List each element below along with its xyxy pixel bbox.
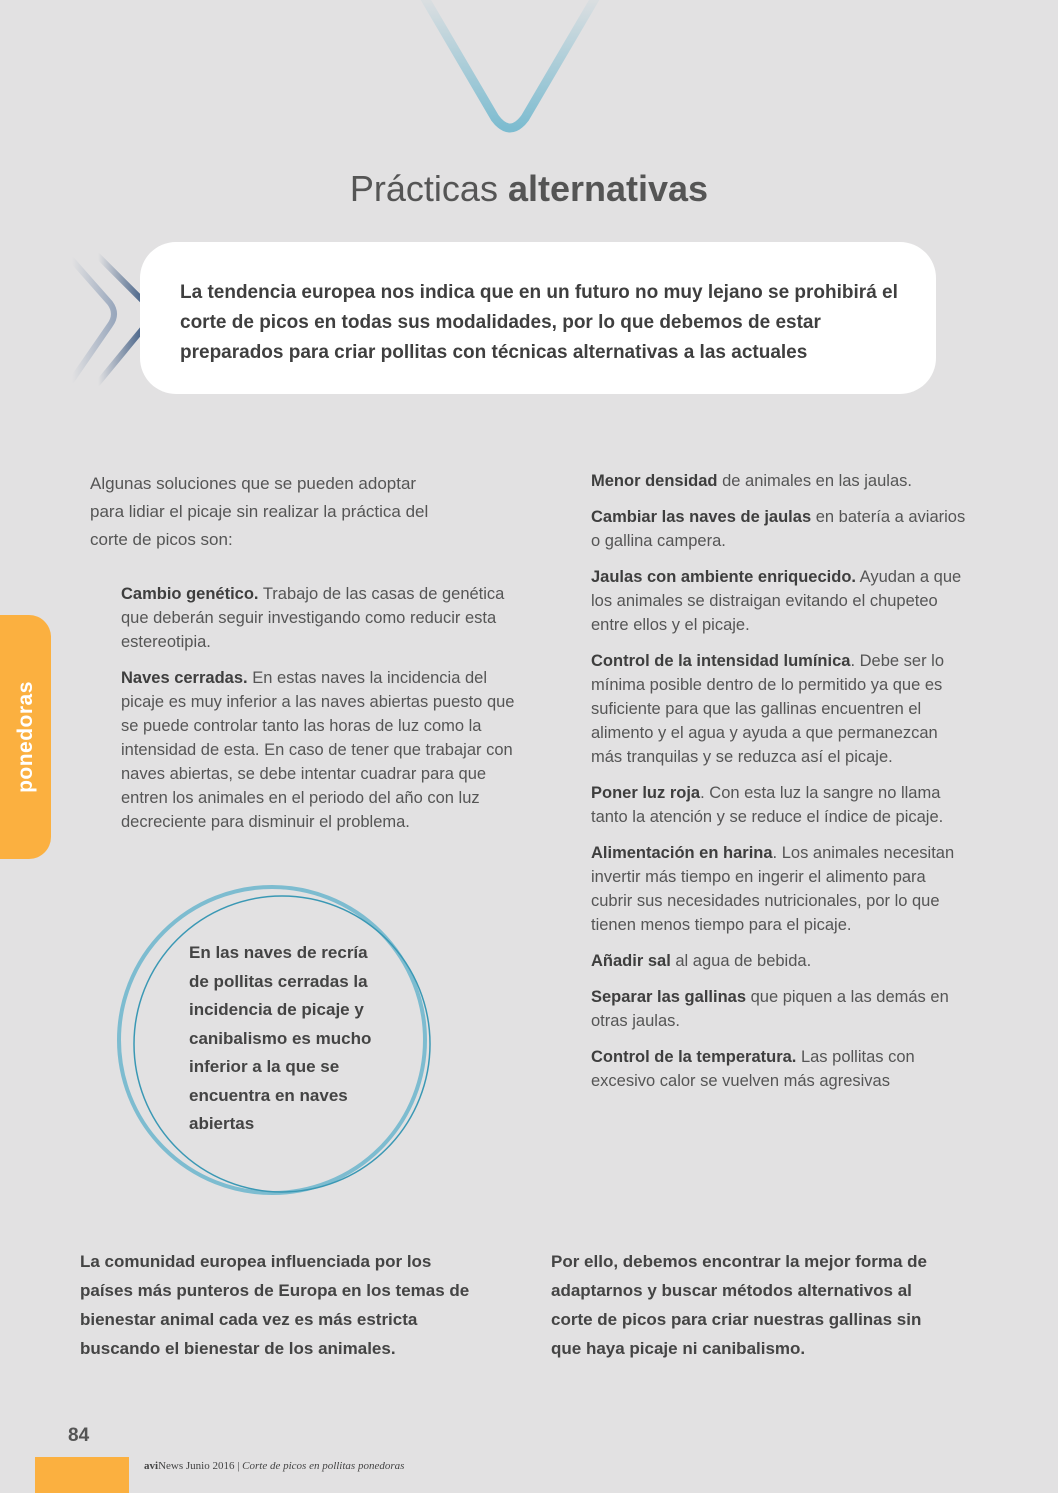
closing-paragraph-left: La comunidad europea influenciada por los países más punteros de Europa en los temas de bienestar animal cada vez es más estricta buscando el bienestar de los animales. <box>80 1252 470 1358</box>
left-solution-list <box>121 582 521 846</box>
footer-article-title: Corte de picos en pollitas ponedoras <box>242 1460 405 1472</box>
lead-text: La tendencia europea nos indica que en un futuro no muy lejano se prohibirá el corte de picos en todas sus modalidades, por lo que debemos de estar preparados para criar pollitas con técnicas alternativas a las actuales <box>180 282 898 363</box>
item-heading: Separar las gallinas <box>591 988 747 1006</box>
top-v-decoration <box>0 0 1058 140</box>
page-title <box>0 168 1058 210</box>
item-text: Ayudan a que los animales se distraigan evitando el chupeteo entre ellos y el picaje. <box>591 568 962 634</box>
title-bold: alternativas <box>507 168 709 209</box>
list-item <box>591 469 971 493</box>
item-text: Trabajo de las casas de genética que deberán seguir investigando como reducir esta estereotipia. <box>121 585 505 651</box>
item-text: que piquen a las demás en otras jaulas. <box>591 988 949 1030</box>
pull-quote: En las naves de recría de pollitas cerradas la incidencia de picaje y canibalismo es mucho inferior a la que se encuentra en naves abiertas <box>189 943 372 1133</box>
item-text: . Los animales necesitan invertir más tiempo en ingerir el alimento para cubrir sus necesidades nutricionales, por lo que tienen menos tiempo para el picaje. <box>591 844 955 934</box>
footer-brand-rest: News Junio 2016 | <box>158 1460 240 1472</box>
section-tab-text: ponedoras <box>13 681 37 793</box>
list-item <box>591 985 971 1033</box>
item-text: de animales en las jaulas. <box>717 472 912 490</box>
item-heading: Control de la intensidad lumínica <box>591 652 851 670</box>
title-regular: Prácticas <box>349 168 498 209</box>
intro-paragraph: Algunas soluciones que se pueden adoptar para lidiar el picaje sin realizar la práctica del corte de picos son: <box>90 474 429 549</box>
item-text: en batería a aviarios o gallina campera. <box>591 508 966 550</box>
list-item <box>591 565 971 637</box>
list-item <box>121 582 521 654</box>
closing-paragraph-right: Por ello, debemos encontrar la mejor forma de adaptarnos y buscar métodos alternativos al corte de picos para criar nuestras gallinas sin que haya picaje ni canibalismo. <box>551 1252 927 1358</box>
footer-credit <box>144 1460 404 1472</box>
list-item <box>591 1045 971 1093</box>
item-text: . Con esta luz la sangre no llama tanto la atención y se reduce el índice de picaje. <box>591 784 944 826</box>
list-item <box>121 666 521 834</box>
item-text: En estas naves la incidencia del picaje es muy inferior a las naves abiertas puesto que se puede controlar tanto las horas de luz como la intensidad de esta. En caso de tener que trabajar con naves abiertas, se debe intentar cuadrar para que entren los animales en el periodo del año con luz decreciente para disminuir el problema. <box>121 669 515 831</box>
item-heading: Añadir sal <box>591 952 671 970</box>
right-solution-list <box>591 469 971 1105</box>
list-item <box>591 505 971 553</box>
item-text: . Debe ser lo mínima posible dentro de lo permitido ya que es suficiente para que las gallinas encuentren el alimento y el agua y ayuda a que permanezcan más tranquilas y se reduzca así el picaje. <box>591 652 944 766</box>
list-item <box>591 649 971 769</box>
footer-accent-bar <box>35 1457 129 1493</box>
footer-brand-bold: avi <box>144 1460 159 1472</box>
item-text: al agua de bebida. <box>670 952 812 970</box>
item-heading: Cambiar las naves de jaulas <box>591 508 812 526</box>
item-text: Las pollitas con excesivo calor se vuelven más agresivas <box>591 1048 915 1090</box>
section-tab-label <box>0 615 51 859</box>
list-item <box>591 781 971 829</box>
page-number: 84 <box>68 1425 90 1446</box>
item-heading: Control de la temperatura. <box>591 1048 797 1066</box>
item-heading: Poner luz roja <box>591 784 701 802</box>
item-heading: Menor densidad <box>591 472 718 490</box>
list-item <box>591 949 971 973</box>
item-heading: Naves cerradas. <box>121 669 248 687</box>
item-heading: Cambio genético. <box>121 585 259 603</box>
item-heading: Alimentación en harina <box>591 844 773 862</box>
list-item <box>591 841 971 937</box>
item-heading: Jaulas con ambiente enriquecido. <box>591 568 856 586</box>
